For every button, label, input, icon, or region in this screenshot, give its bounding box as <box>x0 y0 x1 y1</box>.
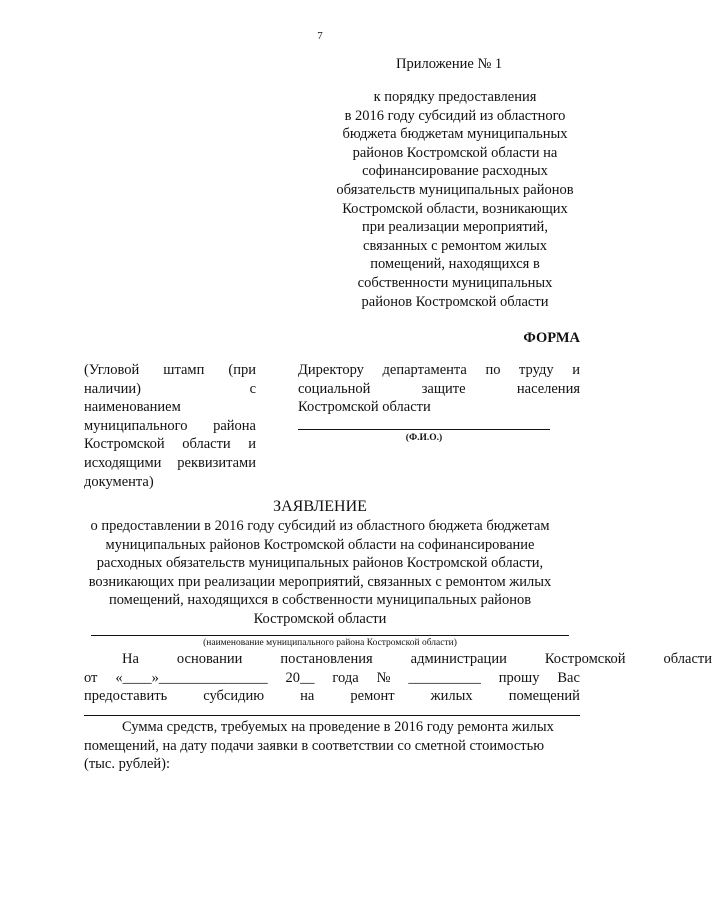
page-number: 7 <box>317 30 323 42</box>
word: субсидию <box>203 688 265 705</box>
corner-stamp-note <box>84 361 256 491</box>
word: наличии) <box>84 380 141 397</box>
statement-line: помещений, находящихся в собственности муниципальных районов <box>108 592 532 609</box>
word: Костромской <box>544 651 626 667</box>
word: помещений <box>508 688 580 705</box>
stamp-line <box>84 398 256 417</box>
order-line: при реализации мероприятий, <box>362 219 548 236</box>
stamp-line <box>84 361 256 380</box>
word: от <box>84 669 98 686</box>
order-line: собственности муниципальных <box>357 274 553 291</box>
stamp-line <box>84 435 256 454</box>
stamp-line <box>84 417 256 436</box>
sum-paragraph <box>84 718 580 774</box>
statement-line: муниципальных районов Костромской области на софинансирование <box>105 536 535 553</box>
stamp-line <box>84 380 256 399</box>
request-line <box>84 669 580 688</box>
word: основании <box>176 651 243 667</box>
order-line: к порядку предоставления <box>373 89 537 105</box>
order-line: помещений, находящихся в <box>370 256 540 273</box>
order-line: бюджета бюджетам муниципальных <box>342 126 568 143</box>
municipality-fill-line <box>91 635 569 636</box>
form-label: ФОРМА <box>523 330 580 346</box>
order-line: районов Костромской области <box>361 293 549 310</box>
stamp-line <box>84 473 256 492</box>
word: (при <box>228 362 256 378</box>
stamp-line <box>84 454 256 473</box>
word: защите <box>421 380 466 397</box>
request-line <box>84 650 712 669</box>
word: Директору <box>298 362 364 378</box>
order-line: Костромской области, возникающих <box>342 200 568 217</box>
order-line: софинансирование расходных <box>362 163 548 180</box>
order-line: в 2016 году субсидий из областного <box>344 107 566 124</box>
word: с <box>249 380 256 397</box>
word: исходящими <box>84 454 162 471</box>
word: (Угловой <box>84 362 140 378</box>
word: наименованием <box>84 399 181 416</box>
statement-line: Костромской области <box>253 610 387 627</box>
word: района <box>213 417 256 434</box>
fio-caption: (Ф.И.О.) <box>405 433 443 443</box>
word: прошу <box>498 669 540 686</box>
word: области <box>663 651 712 667</box>
word: и <box>572 362 580 378</box>
statement-subject <box>60 517 580 629</box>
order-line: связанных с ремонтом жилых <box>363 237 547 254</box>
word: Костромской области <box>298 399 431 416</box>
date-blank: «____»_______________ <box>115 669 268 686</box>
word: Вас <box>557 669 580 686</box>
order-line: районов Костромской области на <box>352 144 558 161</box>
word: области <box>182 436 231 453</box>
sum-line: Сумма средств, требуемых на проведение в 2016 году ремонта жилых <box>122 719 554 735</box>
appendix-title: Приложение № 1 <box>396 56 503 72</box>
statement-line: о предоставлении в 2016 году субсидий из областного бюджета бюджетам <box>90 518 550 534</box>
word: № <box>376 669 391 686</box>
word: администрации <box>410 651 507 667</box>
word: по <box>485 362 501 378</box>
word: и <box>248 436 256 453</box>
word: документа) <box>84 473 154 490</box>
statement-title: ЗАЯВЛЕНИЕ <box>273 498 367 515</box>
fio-signature-line <box>298 429 550 430</box>
municipality-caption: (наименование муниципального района Костромской области) <box>203 638 457 648</box>
word: муниципального <box>84 417 188 434</box>
word: на <box>300 688 315 705</box>
word: года <box>332 669 359 686</box>
sum-line: (тыс. рублей): <box>84 756 171 773</box>
order-line: обязательств муниципальных районов <box>336 181 574 198</box>
addressee-line <box>298 398 580 417</box>
word: жилых <box>430 688 473 705</box>
word: департамента <box>382 362 467 378</box>
word: Костромской <box>84 436 165 453</box>
word: На <box>122 651 139 667</box>
year-blank: 20__ <box>285 669 315 686</box>
word: предоставить <box>84 688 168 705</box>
request-line <box>84 687 580 706</box>
number-blank: __________ <box>408 669 481 686</box>
statement-line: расходных обязательств муниципальных районов Костромской области, <box>96 555 544 572</box>
word: штамп <box>163 362 205 378</box>
order-reference-block <box>320 88 590 311</box>
word: населения <box>516 380 580 397</box>
word: постановления <box>280 651 373 667</box>
premises-fill-line <box>84 715 580 716</box>
word: труду <box>519 362 554 378</box>
word: ремонт <box>350 688 395 705</box>
statement-line: возникающих при реализации мероприятий, связанных с ремонтом жилых <box>88 573 552 590</box>
request-paragraph <box>84 650 712 706</box>
word: реквизитами <box>177 454 256 471</box>
word: социальной <box>298 380 371 397</box>
sum-line: помещений, на дату подачи заявки в соответствии со сметной стоимостью <box>84 737 545 754</box>
addressee-line <box>298 380 580 399</box>
addressee-line <box>298 361 580 380</box>
addressee-block <box>298 361 580 417</box>
